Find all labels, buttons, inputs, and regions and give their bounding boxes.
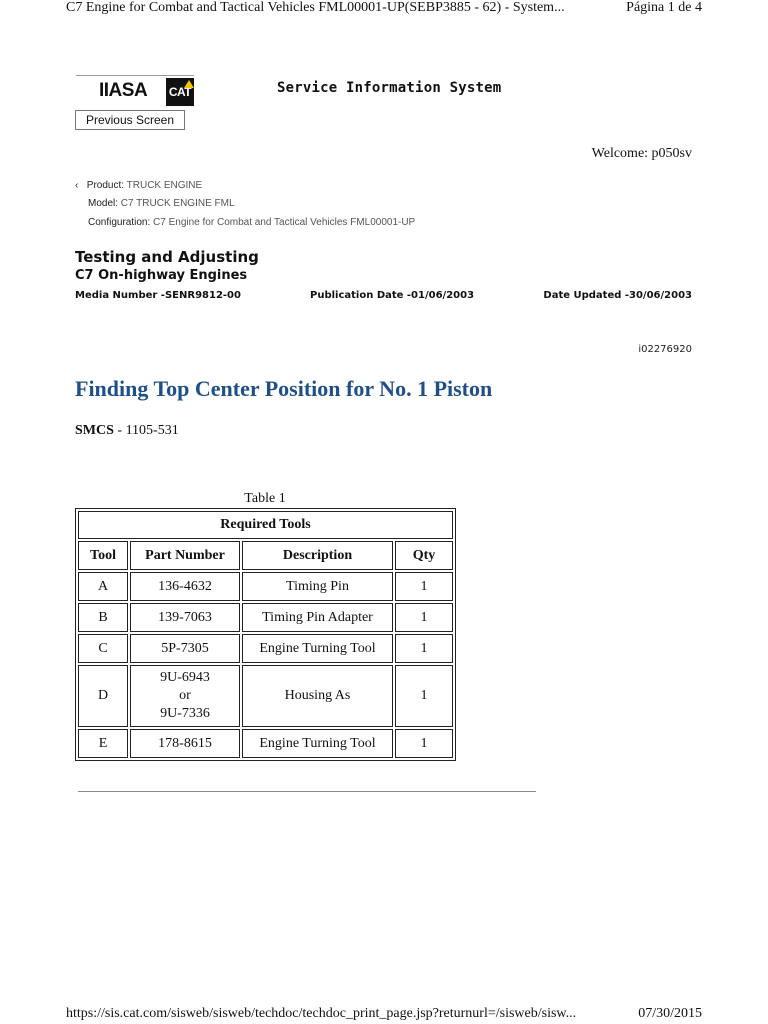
model-label: Model: [88, 198, 119, 209]
print-footer [66, 1006, 702, 1024]
tool-cell: C [78, 634, 128, 663]
print-footer-date: 07/30/2015 [638, 1006, 702, 1021]
section-heading: Testing and Adjusting [75, 248, 259, 266]
product-value: TRUCK ENGINE [126, 180, 203, 191]
breadcrumb-configuration-row [88, 217, 415, 228]
required-tools-table [75, 508, 456, 761]
print-footer-url: https://sis.cat.com/sisweb/sisweb/techdoc/techdoc_print_page.jsp?returnurl=/sisweb/sisw... [66, 1006, 577, 1021]
qty-cell: 1 [395, 603, 453, 632]
breadcrumb-model-row [88, 198, 235, 209]
horizontal-divider [78, 791, 536, 792]
table-row [78, 603, 453, 632]
column-header-part-number: Part Number [130, 541, 240, 570]
media-number: Media Number -SENR9812-00 [75, 290, 241, 301]
table-row [78, 729, 453, 758]
description-cell: Timing Pin Adapter [242, 603, 393, 632]
qty-cell: 1 [395, 665, 453, 727]
date-updated: Date Updated -30/06/2003 [543, 290, 692, 301]
print-header-title: C7 Engine for Combat and Tactical Vehicles FML00001-UP(SEBP3885 - 62) - System... [66, 0, 565, 15]
table-row [78, 572, 453, 601]
part-number-cell: 5P-7305 [130, 634, 240, 663]
part-number-cell: 178-8615 [130, 729, 240, 758]
part-number-cell [130, 665, 240, 727]
tool-cell: D [78, 665, 128, 727]
publication-date: Publication Date -01/06/2003 [310, 290, 475, 301]
part-number-line: or [179, 688, 191, 703]
chevron-left-icon[interactable]: ‹ [75, 180, 79, 191]
part-number-cell: 139-7063 [130, 603, 240, 632]
smcs-label: SMCS [75, 423, 114, 438]
qty-cell: 1 [395, 634, 453, 663]
table-row [78, 665, 453, 727]
part-number-cell: 136-4632 [130, 572, 240, 601]
document-subtitle: C7 On-highway Engines [75, 268, 248, 283]
app-title: Service Information System [277, 80, 502, 96]
table-row [78, 634, 453, 663]
previous-screen-button[interactable]: Previous Screen [75, 110, 185, 130]
description-cell: Engine Turning Tool [242, 729, 393, 758]
description-cell: Timing Pin [242, 572, 393, 601]
table-title: Required Tools [78, 511, 453, 539]
qty-cell: 1 [395, 729, 453, 758]
iiasa-logo: IIASA [99, 80, 148, 101]
column-header-description: Description [242, 541, 393, 570]
smcs-value: - 1105-531 [113, 423, 179, 438]
column-header-qty: Qty [395, 541, 453, 570]
part-number-line: 9U-6943 [160, 670, 210, 685]
tool-cell: A [78, 572, 128, 601]
table-caption: Table 1 [244, 491, 286, 506]
breadcrumb-product-row[interactable] [75, 180, 202, 191]
description-cell: Engine Turning Tool [242, 634, 393, 663]
welcome-message: Welcome: p050sv [591, 146, 692, 161]
cat-logo-triangle-icon [184, 80, 194, 88]
model-value: C7 TRUCK ENGINE FML [120, 198, 235, 209]
smcs-code [75, 423, 179, 439]
print-header [66, 0, 702, 20]
qty-cell: 1 [395, 572, 453, 601]
configuration-value: C7 Engine for Combat and Tactical Vehicles FML00001-UP [153, 217, 416, 228]
page-title: Finding Top Center Position for No. 1 Piston [75, 376, 493, 401]
configuration-label: Configuration: [88, 217, 151, 228]
document-id: i02276920 [638, 344, 692, 355]
description-cell: Housing As [242, 665, 393, 727]
part-number-line: 9U-7336 [160, 706, 210, 721]
print-header-page-number: Página 1 de 4 [626, 0, 702, 15]
column-header-tool: Tool [78, 541, 128, 570]
tool-cell: E [78, 729, 128, 758]
product-label: Product: [86, 180, 125, 191]
logo-divider [76, 75, 194, 76]
tool-cell: B [78, 603, 128, 632]
cat-logo: CAT [166, 78, 194, 106]
